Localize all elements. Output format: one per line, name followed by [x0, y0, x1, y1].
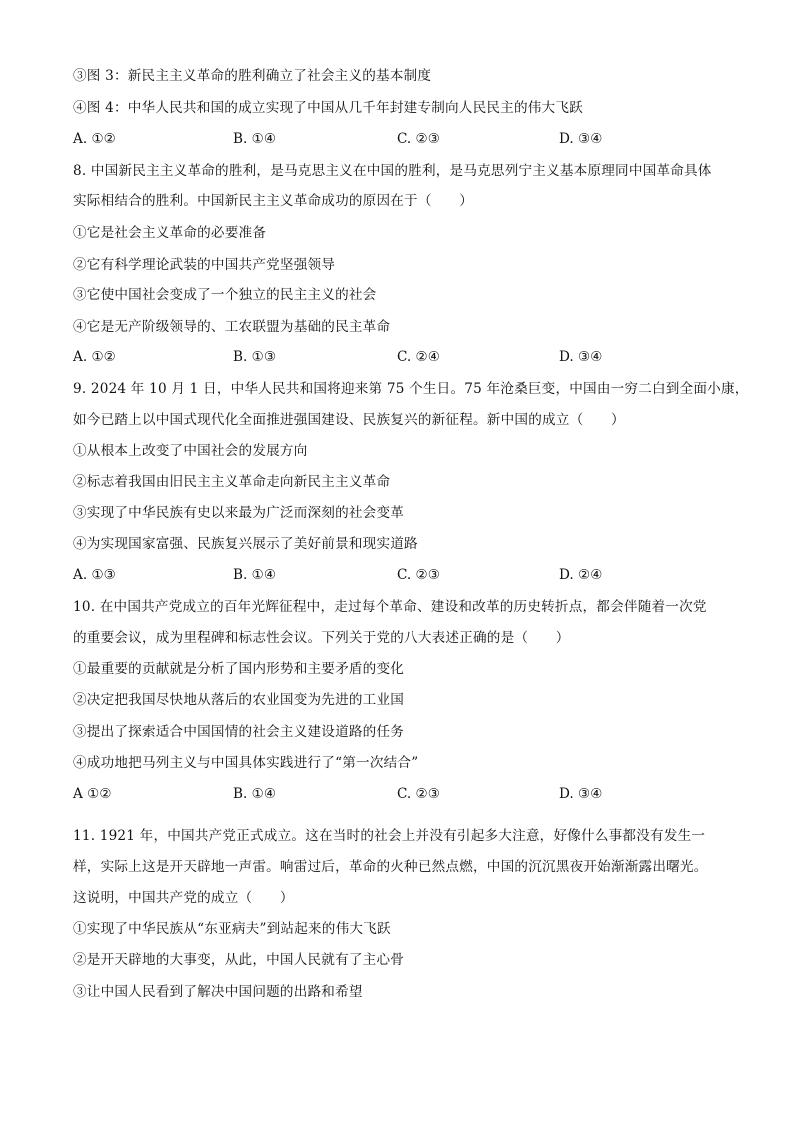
q7-option-b[interactable]: B. ①④ [233, 131, 277, 147]
q10-item-4: ④成功地把马列主义与中国具体实践进行了“第一次结合” [73, 755, 419, 771]
q8-option-a[interactable]: A. ①② [73, 349, 116, 365]
q10-item-2: ②决定把我国尽快地从落后的农业国变为先进的工业国 [73, 692, 405, 708]
q10-option-a[interactable]: A ①② [73, 786, 112, 802]
q10-option-d[interactable]: D. ③④ [559, 786, 603, 802]
q7-option-d[interactable]: D. ③④ [559, 131, 603, 147]
q9-option-a[interactable]: A. ①③ [73, 567, 116, 583]
q10-item-1: ①最重要的贡献就是分析了国内形势和主要矛盾的变化 [73, 661, 405, 677]
q10-option-c[interactable]: C. ②③ [397, 786, 440, 802]
q7-option-c[interactable]: C. ②③ [397, 131, 440, 147]
q9-option-b[interactable]: B. ①④ [233, 567, 277, 583]
q10-stem: 10. 在中国共产党成立的百年光辉征程中，走过每个革命、建设和改革的历史转折点，都会伴随着一次党 [73, 599, 707, 615]
q8-option-b[interactable]: B. ①③ [233, 349, 277, 365]
q8-options [73, 348, 723, 366]
q11-item-1: ①实现了中华民族从“东亚病夫”到站起来的伟大飞跃 [73, 921, 391, 937]
q10-option-b[interactable]: B. ①④ [233, 786, 277, 802]
q9-stem-cont: 如今已踏上以中国式现代化全面推进强国建设、民族复兴的新征程。新中国的成立（ ） [73, 412, 625, 428]
q10-stem-cont: 的重要会议，成为里程碑和标志性会议。下列关于党的八大表述正确的是（ ） [73, 630, 570, 646]
q8-stem: 8. 中国新民主主义革命的胜利，是马克思主义在中国的胜利，是马克思列宁主义基本原理同中国革命具体 [73, 163, 712, 179]
q8-stem-cont: 实际相结合的胜利。中国新民主主义革命成功的原因在于（ ） [73, 193, 474, 209]
q11-item-2: ②是开天辟地的大事变，从此，中国人民就有了主心骨 [73, 952, 405, 968]
q8-item-1: ①它是社会主义革命的必要准备 [73, 225, 267, 241]
q9-options [73, 566, 723, 584]
q9-stem: 9. 2024 年 10 月 1 日，中华人民共和国将迎来第 75 个生日。75 年沧桑巨变，中国由一穷二白到全面小康， [73, 381, 749, 397]
q7-options [73, 130, 723, 148]
q9-item-4: ④为实现国家富强、民族复兴展示了美好前景和现实道路 [73, 536, 418, 552]
q10-options [73, 785, 723, 803]
q8-option-c[interactable]: C. ②④ [397, 349, 440, 365]
q7-item-4: ④图 4：中华人民共和国的成立实现了中国从几千年封建专制向人民民主的伟大飞跃 [73, 100, 583, 116]
q9-option-d[interactable]: D. ②④ [559, 567, 603, 583]
q9-item-1: ①从根本上改变了中国社会的发展方向 [73, 443, 308, 459]
q11-item-3: ③让中国人民看到了解决中国问题的出路和希望 [73, 984, 363, 1000]
q9-option-c[interactable]: C. ②③ [397, 567, 440, 583]
q8-option-d[interactable]: D. ③④ [559, 349, 603, 365]
q9-item-2: ②标志着我国由旧民主主义革命走向新民主主义革命 [73, 474, 391, 490]
q7-item-3: ③图 3：新民主主义革命的胜利确立了社会主义的基本制度 [73, 68, 432, 84]
q11-stem-conclusion: 这说明，中国共产党的成立（ ） [73, 890, 294, 906]
q11-stem: 11. 1921 年，中国共产党正式成立。这在当时的社会上并没有引起多大注意，好像什么事都没有发生一 [73, 828, 706, 844]
q10-item-3: ③提出了探索适合中国国情的社会主义建设道路的任务 [73, 724, 405, 740]
q8-item-3: ③它使中国社会变成了一个独立的民主主义的社会 [73, 287, 377, 303]
q8-item-4: ④它是无产阶级领导的、工农联盟为基础的民主革命 [73, 319, 391, 335]
q8-item-2: ②它有科学理论武装的中国共产党坚强领导 [73, 257, 336, 273]
q7-option-a[interactable]: A. ①② [73, 131, 116, 147]
q11-stem-cont: 样，实际上这是开天辟地一声雷。响雷过后，革命的火种已然点燃，中国的沉沉黑夜开始渐渐露出曙光。 [73, 859, 708, 875]
q9-item-3: ③实现了中华民族有史以来最为广泛而深刻的社会变革 [73, 505, 405, 521]
